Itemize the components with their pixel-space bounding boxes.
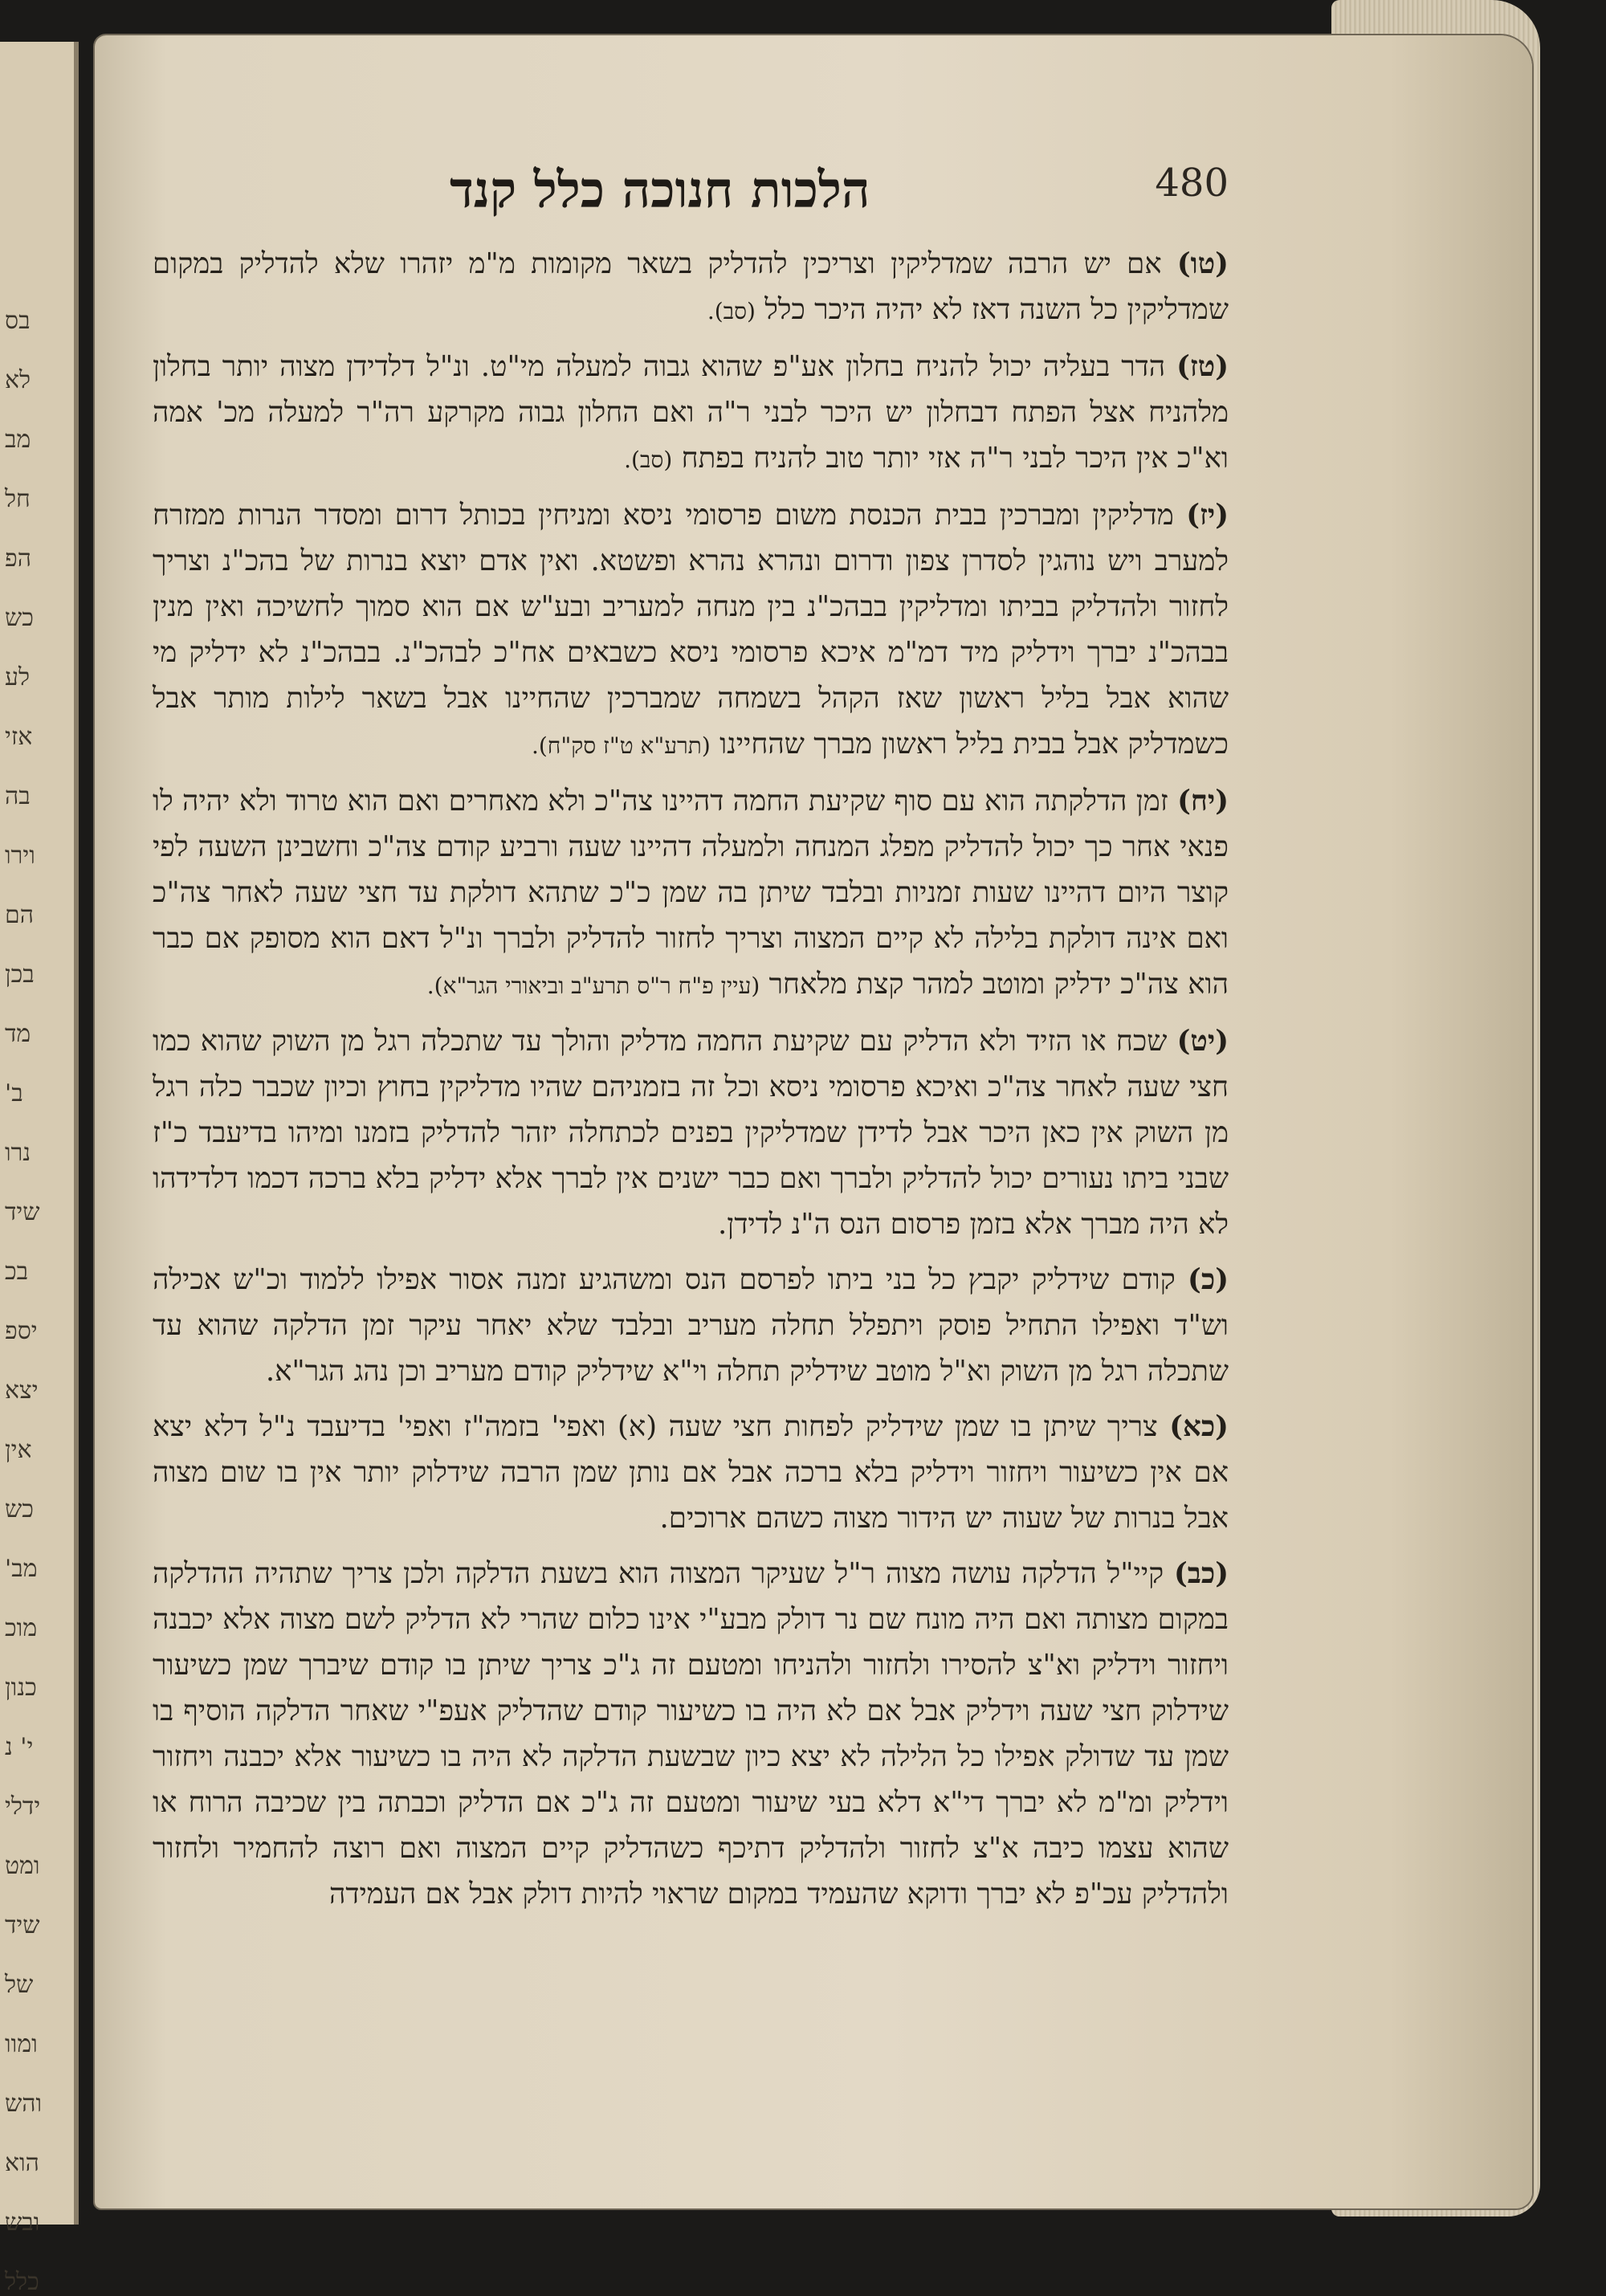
- facing-page-fragment: מוכ: [5, 1614, 38, 1642]
- paragraph-text: צריך שיתן בו שמן שידליק לפחות חצי שעה (א) ואפי' בזמה"ז ואפי' בדיעבד נ"ל דלא יצא אם אין כשיעור ויחזור וידליק בלא ברכה אבל אם נותן שמן הרבה שידלוק יותר אין בו שום מצוה אבל בנרות של שעוה יש הידור מצוה כשהם ארוכים.: [153, 1410, 1229, 1535]
- page-number: 480: [1155, 161, 1229, 206]
- facing-page-fragment: י' נ: [5, 1733, 34, 1761]
- paragraph: [153, 344, 1229, 483]
- facing-page-fragment: מד: [5, 1020, 31, 1048]
- facing-page-fragment: ב': [5, 1079, 23, 1107]
- facing-page-fragment: הוא: [5, 2149, 39, 2177]
- paragraph: [153, 241, 1229, 334]
- facing-page-fragment: בכ: [5, 1258, 29, 1286]
- facing-page-fragment: ומט: [5, 1852, 40, 1880]
- page-header: [185, 145, 1229, 241]
- paragraph: [153, 492, 1229, 769]
- paragraph-text: מדליקין ומברכין בבית הכנסת משום פרסומי ניסא ומניחין בכותל דרום ומסדר הנרות ממזרח למערב ויש נוהגין לסדרן צפון ודרום ונהרא נהרא ופשטא. ואין אדם יוצא בנרות של בהכ"נ וצריך לחזור ולהדליק בביתו ומדליקין בבהכ"נ בין מנחה למעריב ובע"ש אם הוא סמוך לחשיכה ואין מנין בבהכ"נ יברך וידליק מיד דמ"מ איכא פרסומי ניסא כשבאים אח"כ לבהכ"נ. בבהכ"נ לא ידליק מי שהוא אבל בליל ראשון שאז הקהל בשמחה שמברכין שהחיינו אבל בשאר לילות מותר אבל כשמדליק אבל בבית בליל ראשון מברך שהחיינו: [153, 499, 1229, 761]
- paragraph-number: (יט): [1176, 1025, 1229, 1058]
- facing-page-margin: [0, 42, 79, 2296]
- body-text: [153, 241, 1229, 1927]
- paragraph-text: זמן הדלקתה הוא עם סוף שקיעת החמה דהיינו צה"כ ולא מאחרים ואם הוא טרוד ולא יהיה לו פנאי אחר כך יכול להדליק מפלג המנחה ולמעלה דהיינו שעה ורביע קודם צה"כ וחשבינן השעה לפי קוצר היום דהיינו שעות זמניות ובלבד שיתן בה שמן כ"כ שתהא דולקת עד חצי שעה לאחר צה"כ ואם אינה דולקת בלילה לא קיים המצוה וצריך לחזור להדליק ולברך ונ"ל דאם הוא מסופק אם כבר הוא צה"כ ידליק ומוטב למהר קצת מלאחר: [153, 785, 1229, 1001]
- source-reference: (עיין פ"ח ר"ס תרע"ב וביאורי הגר"א).: [426, 973, 760, 999]
- facing-page-fragment: אזי: [5, 723, 33, 751]
- paragraph: [153, 1404, 1229, 1541]
- facing-page-fragment: בכן: [5, 960, 35, 989]
- paragraph: [153, 1551, 1229, 1917]
- source-reference: (סב).: [707, 298, 756, 324]
- facing-page-fragment: של: [5, 1971, 34, 1999]
- facing-page-fragment: יצא: [5, 1376, 39, 1405]
- facing-page-fragment: כש: [5, 604, 34, 632]
- paragraph-text: קיי"ל הדלקה עושה מצוה ר"ל שעיקר המצוה הוא בשעת הדלקה ולכן צריך שתהיה ההדלקה במקום מצותה ואם היה מונח שם נר דולק מבע"י אינו כלום שהרי לא הדליק לשם מצוה אלא יכבנה ויחזור וידליק וא"צ להסירו ולחזור ולהניחו ומטעם זה ג"כ צריך שיתן בו קודם שיברך שמן כשיעור שידלוק חצי שעה וידליק אבל אם לא היה בו כשיעור קודם שהדליק אעפ"י שאחר הדלקה הוסיף בו שמן עד שדולק אפילו כל הלילה לא יצא כיון שבשעת הדלקה לא היה בו כשיעור אלא יכבנה ויחזור וידליק ומ"מ לא יברך די"א דלא בעי שיעור ומטעם זה ג"כ אם הדליק וכבתה בין שכיבה הרוח או שהוא עצמו כיבה א"צ לחזור ולהדליק דתיכף כשהדליק קיים המצוה ואם רוצה להחמיר ולחזור ולהדליק עכ"פ לא יברך ודוקא שהעמיד במקום שראוי להיות דולק אבל אם העמידה: [153, 1557, 1229, 1911]
- facing-page-fragment: חל: [5, 485, 31, 513]
- facing-page-fragment: וירו: [5, 842, 35, 870]
- paragraph-number: (כב): [1173, 1557, 1229, 1590]
- paragraph-number: (כא): [1169, 1410, 1229, 1443]
- facing-page-fragment: שיד: [5, 1198, 40, 1226]
- facing-page-fragment: הם: [5, 901, 34, 929]
- facing-page-fragment: כנון: [5, 1674, 37, 1702]
- facing-page-fragment: בה: [5, 782, 31, 810]
- paragraph-number: (כ): [1188, 1263, 1229, 1296]
- facing-page-fragment: והש: [5, 2090, 43, 2118]
- facing-page-fragment: יספ: [5, 1317, 38, 1345]
- facing-page-fragment: ובש: [5, 2208, 40, 2237]
- paragraph-text: אם יש הרבה שמדליקין וצריכין להדליק בשאר מקומות מ"מ יזהרו שלא להדליק במקום שמדליקין כל השנה דאז לא יהיה היכר כלל: [153, 247, 1229, 326]
- source-reference: (סב).: [624, 447, 673, 473]
- paragraph: [153, 1257, 1229, 1394]
- facing-page-fragment: ומוו: [5, 2030, 38, 2058]
- facing-page-fragment: הפ: [5, 544, 31, 573]
- facing-page-fragment: כלל: [5, 2268, 39, 2296]
- running-title: הלכות חנוכה כלל קנד: [450, 161, 870, 219]
- facing-page-fragment: מב': [5, 1555, 38, 1583]
- paragraph-number: (יז): [1186, 499, 1229, 532]
- facing-page-fragment: אין: [5, 1436, 32, 1464]
- facing-page-fragment: ידלי: [5, 1792, 41, 1821]
- paragraph-text: הדר בעליה יכול להניח בחלון אע"פ שהוא גבוה למעלה מי"ט. ונ"ל דלדידן מצוה יותר בחלון מלהניח אצל הפתח דבחלון יש היכר לבני ר"ה ואם החלון גבוה מקרקע רה"ר למעלה מכ' אמה וא"כ אין היכר לבני ר"ה אזי יותר טוב להניח בפתח: [153, 350, 1229, 475]
- facing-page-fragment: לא: [5, 366, 31, 394]
- facing-page-fragment: שיד: [5, 1911, 40, 1939]
- facing-page-fragment: נרו: [5, 1139, 31, 1167]
- facing-page-fragment: לע: [5, 663, 31, 691]
- paragraph: [153, 778, 1229, 1009]
- paragraph-number: (טז): [1176, 350, 1229, 383]
- facing-page-fragment: כש: [5, 1495, 34, 1523]
- facing-page-fragment: בס: [5, 307, 31, 335]
- facing-page-fragment: מב: [5, 426, 31, 454]
- source-reference: (תרע"א ט"ז סק"ח).: [531, 732, 711, 759]
- paragraph-number: (טו): [1176, 247, 1229, 280]
- paragraph-text: קודם שידליק יקבץ כל בני ביתו לפרסם הנס ומשהגיע זמנה אסור אפילו ללמוד וכ"ש אכילה וש"ד ואפילו התחיל פוסק ויתפלל תחלה מעריב ובלבד שלא יאחר עיקר זמן הדלקה שהוא עד שתכלה רגל מן השוק וא"ל מוטב שידליק תחלה וי"א שידליק קודם מעריב וכן נהג הגר"א.: [153, 1263, 1229, 1388]
- paragraph: [153, 1018, 1229, 1247]
- paragraph-number: (יח): [1177, 785, 1229, 818]
- paragraph-text: שכח או הזיד ולא הדליק עם שקיעת החמה מדליק והולך עד שתכלה רגל מן השוק שהוא כמו חצי שעה לאחר צה"כ ואיכא פרסומי ניסא וכל זה בזמניהם שהיו מדליקין בחוץ וכיון שכבר כלה רגל מן השוק אין כאן היכר אבל לדידן שמדליקין בפנים לכתחלה יזהר להדליק בזמנו ומיהו בדיעבד כ"ז שבני ביתו נעורים יכול להדליק ולברך ואם כבר ישנים אין לברך אלא ידליק בלא ברכה דכמו דלדידהו לא היה מברך אלא בזמן פרסום הנס ה"נ לדידן.: [153, 1025, 1229, 1241]
